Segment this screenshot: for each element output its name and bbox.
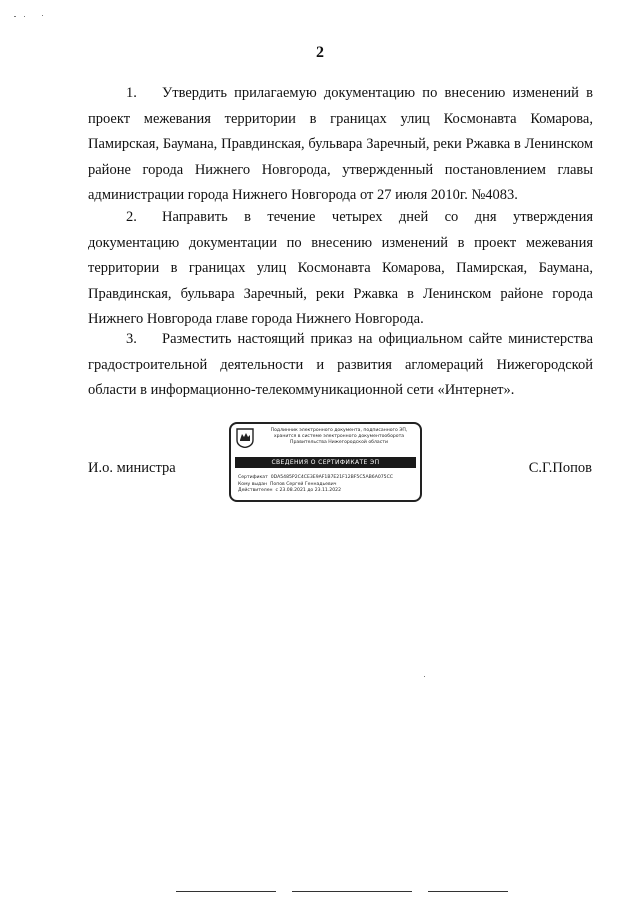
paragraph-1-number: 1. [126,85,137,101]
paragraph-3 [88,327,593,404]
coat-of-arms-icon [236,428,254,448]
paragraph-2-number: 2. [126,209,137,225]
stamp-notice: Подлинник электронного документа, подписанного ЭП, хранится в системе электронного документооборота Правительства Нижегородской области [270,428,408,446]
paragraph-2-text: Направить в течение четырех дней со дня утверждения документацию документации по внесению изменений в проект межевания территории в границах улиц Космонавта Комарова, Памирская, Баумана, Правдинская, бульвара Заречный, реки Ржавка в Ленинском районе города Нижнего Новгорода главе города Нижнего Новгорода. [88,209,593,327]
scan-edge-line [428,891,508,892]
paragraph-1 [88,81,593,209]
scan-artifact [42,15,43,16]
signatory-position: И.о. министра [88,460,176,476]
stamp-valid-value: с 23.08.2021 до 23.11.2022 [275,488,341,493]
scan-artifact [24,16,25,17]
stamp-header: СВЕДЕНИЯ О СЕРТИФИКАТЕ ЭП [235,457,416,468]
paragraph-2 [88,205,593,333]
signatory-name: С.Г.Попов [528,460,592,476]
scan-edge-line [176,891,276,892]
stamp-valid-label: Действителен [238,488,273,493]
scan-artifact [424,676,425,677]
electronic-signature-stamp [229,422,422,502]
paragraph-3-number: 3. [126,331,137,347]
stamp-certificate-label: Сертификат [238,475,268,480]
stamp-owner-label: Кому выдан [238,482,268,487]
stamp-certificate-value: 0DA5485P2C4CE3E9AF1B7E21F12BF5C5AB6A075CC [270,475,394,480]
scan-artifact [14,16,16,17]
stamp-owner-value: Попов Сергей Геннадьевич [269,482,337,487]
scan-edge-line [292,891,412,892]
stamp-valid-row [238,488,341,494]
stamp-certificate-row [238,475,393,481]
paragraph-3-text: Разместить настоящий приказ на официальном сайте министерства градостроительной деятельности и развития агломераций Нижегородской области в информационно-телекоммуникационной сети «Интернет». [88,331,593,398]
paragraph-1-text: Утвердить прилагаемую документацию по внесению изменений в проект межевания территории в границах улиц Космонавта Комарова, Памирская, Баумана, Правдинская, бульвара Заречный, реки Ржавка в Ленинском районе города Нижнего Новгорода, утвержденный постановлением главы администрации города Нижнего Новгорода от 27 июля 2010г. №4083. [88,85,593,203]
page-number: 2 [316,44,324,61]
